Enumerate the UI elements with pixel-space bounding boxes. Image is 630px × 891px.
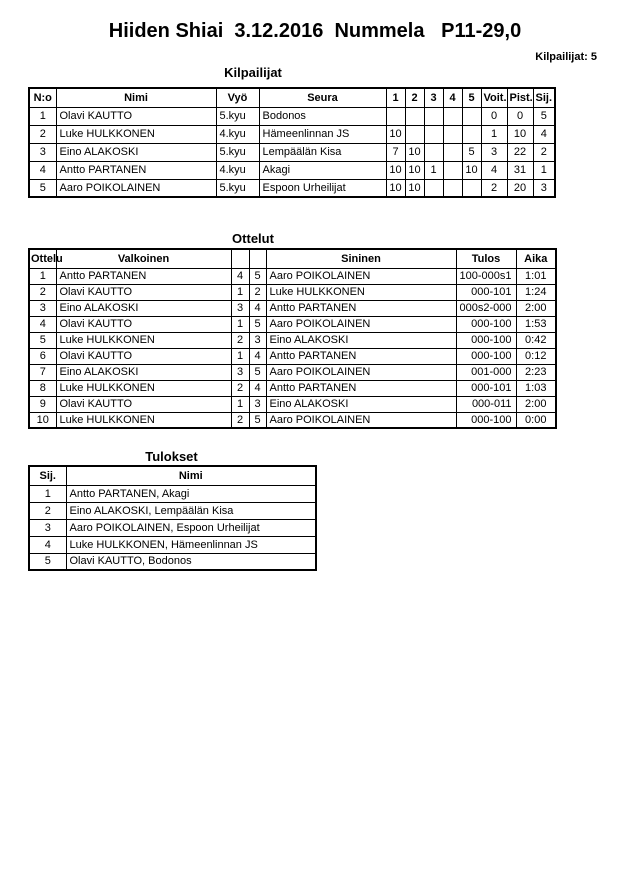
column-header-3: 3: [424, 88, 443, 107]
column-header-sij: Sij.: [533, 88, 555, 107]
table-cell: 31: [507, 161, 533, 179]
table-cell: Akagi: [259, 161, 386, 179]
table-cell: 3: [249, 332, 266, 348]
table-row: [29, 553, 316, 570]
column-header-pist: Pist.: [507, 88, 533, 107]
table-cell: 1: [231, 316, 249, 332]
table-cell: 2: [533, 143, 555, 161]
table-cell: [424, 125, 443, 143]
table-row: [29, 485, 316, 502]
table-cell: Olavi KAUTTO: [56, 284, 231, 300]
table-cell: 4: [481, 161, 507, 179]
table-cell: 0:42: [516, 332, 556, 348]
table-cell: Eino ALAKOSKI: [266, 332, 456, 348]
table-cell: 10: [386, 125, 405, 143]
table-cell: 1:24: [516, 284, 556, 300]
table-cell: [405, 125, 424, 143]
kilpailijat-table: [28, 87, 556, 198]
kilpailijat-header-row: [29, 88, 555, 107]
table-row: [29, 502, 316, 519]
table-cell: 3: [29, 519, 66, 536]
table-cell: 5: [29, 332, 56, 348]
table-cell: 0: [481, 107, 507, 125]
table-cell: Hämeenlinnan JS: [259, 125, 386, 143]
table-cell: Eino ALAKOSKI: [56, 364, 231, 380]
table-row: [29, 284, 556, 300]
column-header-nimi: Nimi: [56, 88, 216, 107]
table-cell: 000-011: [456, 396, 516, 412]
table-cell: 1: [29, 485, 66, 502]
table-cell: 1: [29, 107, 56, 125]
table-cell: Luke HULKKONEN: [56, 412, 231, 428]
column-header-voit: Voit.: [481, 88, 507, 107]
table-row: [29, 143, 555, 161]
table-cell: [462, 179, 481, 197]
table-cell: Antto PARTANEN: [266, 300, 456, 316]
column-header-aika: Aika: [516, 249, 556, 268]
table-cell: 3: [29, 143, 56, 161]
table-cell: 0:00: [516, 412, 556, 428]
section-heading-ottelut: Ottelut: [232, 231, 274, 246]
table-row: [29, 536, 316, 553]
table-cell: 4: [249, 300, 266, 316]
table-cell: [462, 125, 481, 143]
table-cell: 22: [507, 143, 533, 161]
table-cell: 5: [533, 107, 555, 125]
table-cell: 1: [231, 284, 249, 300]
table-cell: 4: [249, 380, 266, 396]
table-cell: Luke HULKKONEN: [56, 125, 216, 143]
table-cell: 2:23: [516, 364, 556, 380]
table-cell: Aaro POIKOLAINEN, Espoon Urheilijat: [66, 519, 316, 536]
table-cell: 5: [249, 364, 266, 380]
table-cell: Aaro POIKOLAINEN: [266, 316, 456, 332]
table-cell: 3: [249, 396, 266, 412]
table-cell: 10: [462, 161, 481, 179]
table-cell: Eino ALAKOSKI, Lempäälän Kisa: [66, 502, 316, 519]
table-row: [29, 161, 555, 179]
section-heading-kilpailijat: Kilpailijat: [224, 65, 282, 80]
table-cell: Olavi KAUTTO: [56, 348, 231, 364]
table-row: [29, 300, 556, 316]
table-cell: 2: [29, 502, 66, 519]
table-cell: [386, 107, 405, 125]
column-header-seura: Seura: [259, 88, 386, 107]
table-cell: Aaro POIKOLAINEN: [266, 268, 456, 284]
column-header-nimi: Nimi: [66, 466, 316, 485]
table-cell: Olavi KAUTTO: [56, 107, 216, 125]
table-cell: 2: [29, 125, 56, 143]
table-cell: [405, 107, 424, 125]
table-cell: Bodonos: [259, 107, 386, 125]
column-header-2: 2: [405, 88, 424, 107]
table-cell: Luke HULKKONEN, Hämeenlinnan JS: [66, 536, 316, 553]
table-cell: [443, 161, 462, 179]
table-cell: 10: [507, 125, 533, 143]
table-row: [29, 380, 556, 396]
table-cell: 20: [507, 179, 533, 197]
table-cell: 001-000: [456, 364, 516, 380]
table-cell: 3: [481, 143, 507, 161]
table-cell: 2:00: [516, 300, 556, 316]
table-cell: 4: [533, 125, 555, 143]
table-cell: 7: [29, 364, 56, 380]
table-row: [29, 364, 556, 380]
table-cell: 000-100: [456, 332, 516, 348]
tulokset-header-row: [29, 466, 316, 485]
table-cell: 3: [231, 364, 249, 380]
table-cell: Luke HULKKONEN: [56, 380, 231, 396]
table-cell: 3: [29, 300, 56, 316]
tulokset-table: [28, 465, 317, 571]
table-cell: 100-000s1: [456, 268, 516, 284]
table-cell: Luke HULKKONEN: [56, 332, 231, 348]
table-cell: [424, 143, 443, 161]
table-cell: Olavi KAUTTO: [56, 316, 231, 332]
ottelut-table: [28, 248, 557, 429]
column-header-5: 5: [462, 88, 481, 107]
table-cell: 10: [386, 161, 405, 179]
table-cell: 1:53: [516, 316, 556, 332]
table-cell: 4: [29, 316, 56, 332]
table-cell: 1: [231, 348, 249, 364]
table-row: [29, 332, 556, 348]
table-cell: 5: [29, 179, 56, 197]
table-cell: 1: [533, 161, 555, 179]
table-cell: 1: [481, 125, 507, 143]
table-cell: 5: [249, 268, 266, 284]
ottelut-header-row: [29, 249, 556, 268]
table-cell: 10: [405, 179, 424, 197]
table-row: [29, 519, 316, 536]
table-cell: 1:03: [516, 380, 556, 396]
table-cell: 0:12: [516, 348, 556, 364]
section-heading-tulokset: Tulokset: [145, 449, 198, 464]
column-header-sininen: Sininen: [266, 249, 456, 268]
table-row: [29, 316, 556, 332]
table-cell: 10: [386, 179, 405, 197]
table-cell: Antto PARTANEN: [266, 348, 456, 364]
table-cell: Aaro POIKOLAINEN: [266, 364, 456, 380]
table-cell: 2: [231, 412, 249, 428]
table-cell: 1:01: [516, 268, 556, 284]
table-cell: 000-100: [456, 348, 516, 364]
column-header-tulos: Tulos: [456, 249, 516, 268]
table-cell: [443, 125, 462, 143]
table-cell: 4: [29, 536, 66, 553]
table-cell: 000-101: [456, 284, 516, 300]
column-header-spacer: [249, 249, 266, 268]
table-cell: 10: [405, 143, 424, 161]
column-header-sij: Sij.: [29, 466, 66, 485]
column-header-1: 1: [386, 88, 405, 107]
table-cell: 5.kyu: [216, 179, 259, 197]
table-cell: 4: [231, 268, 249, 284]
table-cell: Olavi KAUTTO: [56, 396, 231, 412]
table-cell: Eino ALAKOSKI: [266, 396, 456, 412]
table-cell: Luke HULKKONEN: [266, 284, 456, 300]
table-cell: 4: [249, 348, 266, 364]
column-header-spacer: [231, 249, 249, 268]
table-cell: Aaro POIKOLAINEN: [266, 412, 456, 428]
table-cell: 6: [29, 348, 56, 364]
table-cell: 000s2-000: [456, 300, 516, 316]
table-cell: 5: [462, 143, 481, 161]
competitors-count: Kilpailijat: 5: [535, 51, 597, 63]
table-cell: 1: [29, 268, 56, 284]
table-cell: Antto PARTANEN: [56, 268, 231, 284]
table-cell: 5: [249, 412, 266, 428]
table-cell: 4.kyu: [216, 161, 259, 179]
table-cell: Espoon Urheilijat: [259, 179, 386, 197]
column-header-ottelu: Ottelu: [29, 249, 56, 268]
table-cell: 2: [231, 332, 249, 348]
table-cell: Antto PARTANEN, Akagi: [66, 485, 316, 502]
table-cell: 9: [29, 396, 56, 412]
table-row: [29, 268, 556, 284]
table-cell: 10: [29, 412, 56, 428]
table-cell: 5.kyu: [216, 107, 259, 125]
table-cell: Antto PARTANEN: [56, 161, 216, 179]
table-cell: 5: [29, 553, 66, 570]
table-cell: 4.kyu: [216, 125, 259, 143]
table-cell: Aaro POIKOLAINEN: [56, 179, 216, 197]
table-cell: 1: [231, 396, 249, 412]
table-cell: 000-101: [456, 380, 516, 396]
table-cell: 2: [481, 179, 507, 197]
table-cell: [443, 143, 462, 161]
table-cell: 5.kyu: [216, 143, 259, 161]
table-cell: 000-100: [456, 412, 516, 428]
table-cell: [424, 107, 443, 125]
table-row: [29, 348, 556, 364]
table-cell: Olavi KAUTTO, Bodonos: [66, 553, 316, 570]
table-cell: 1: [424, 161, 443, 179]
table-cell: 7: [386, 143, 405, 161]
table-cell: Antto PARTANEN: [266, 380, 456, 396]
table-cell: 0: [507, 107, 533, 125]
column-header-4: 4: [443, 88, 462, 107]
table-cell: 000-100: [456, 316, 516, 332]
table-cell: 4: [29, 161, 56, 179]
table-cell: 5: [249, 316, 266, 332]
table-cell: Eino ALAKOSKI: [56, 300, 231, 316]
table-cell: 2: [29, 284, 56, 300]
table-cell: 2:00: [516, 396, 556, 412]
page-title: Hiiden Shiai 3.12.2016 Nummela P11-29,0: [108, 20, 522, 42]
table-row: [29, 412, 556, 428]
table-cell: [443, 107, 462, 125]
table-cell: 10: [405, 161, 424, 179]
table-cell: 3: [533, 179, 555, 197]
table-cell: 2: [249, 284, 266, 300]
column-header-valkoinen: Valkoinen: [56, 249, 231, 268]
table-row: [29, 107, 555, 125]
table-cell: Eino ALAKOSKI: [56, 143, 216, 161]
column-header-no: N:o: [29, 88, 56, 107]
table-cell: Lempäälän Kisa: [259, 143, 386, 161]
table-cell: [443, 179, 462, 197]
table-cell: 3: [231, 300, 249, 316]
table-row: [29, 179, 555, 197]
table-cell: 8: [29, 380, 56, 396]
table-cell: 2: [231, 380, 249, 396]
column-header-vyo: Vyö: [216, 88, 259, 107]
table-cell: [424, 179, 443, 197]
table-row: [29, 125, 555, 143]
table-cell: [462, 107, 481, 125]
table-row: [29, 396, 556, 412]
